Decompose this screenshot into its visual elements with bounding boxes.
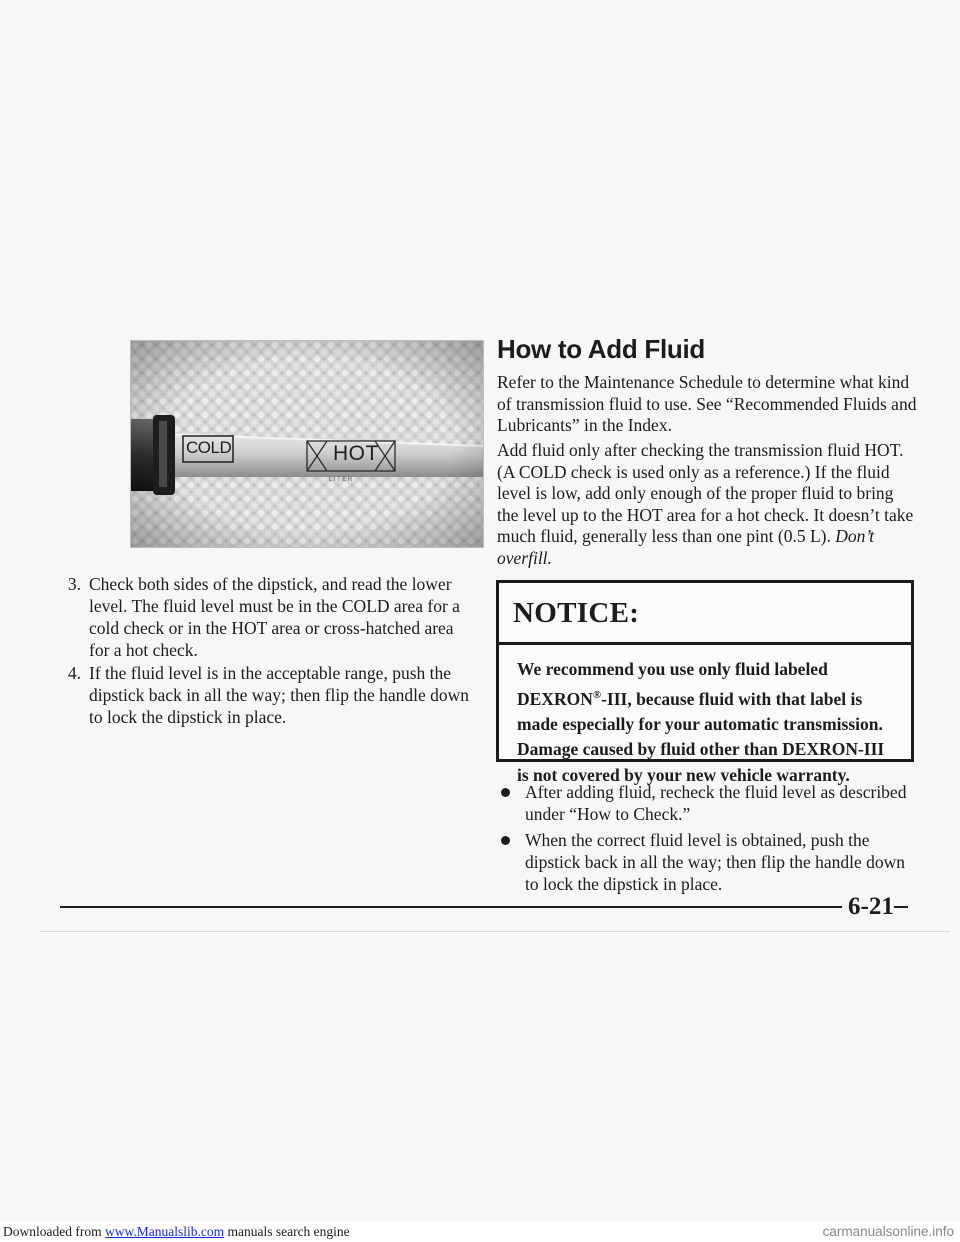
- dexron-brand: DEXRON: [517, 688, 593, 709]
- notice-line: made especially for your automatic transmission.: [517, 713, 883, 734]
- step-text: If the fluid level is in the acceptable range, push the dipstick back in all the way; then flip the handle down to lock the dipstick in place.: [89, 663, 470, 727]
- paragraph-fluid-type: Refer to the Maintenance Schedule to determine what kind of transmission fluid to use. See “Recommended Fluids and Lubricants” in the Index.: [497, 372, 917, 435]
- paragraph-add-fluid-text: Add fluid only after checking the transmission fluid HOT. (A COLD check is used only as a reference.) If the fluid level is low, add only enough of the proper fluid to bring the level up to the HOT area for a hot check. It doesn’t take much fluid, generally less than one pint (0.5 L).: [497, 440, 914, 546]
- bullet-item: [497, 829, 917, 895]
- step-4: [47, 662, 477, 728]
- footer-prefix: Downloaded from: [3, 1224, 102, 1239]
- page-rule: [60, 906, 908, 908]
- registered-mark: ®: [592, 688, 602, 701]
- step-3: [47, 573, 477, 661]
- footer-suffix: manuals search engine: [227, 1224, 350, 1239]
- notice-line: [517, 683, 897, 712]
- notice-line: We recommend you use only fluid labeled: [517, 659, 828, 679]
- dont-overfill-emphasis: Don’t overfill.: [497, 526, 875, 568]
- notice-line-rest: -III, because fluid with that label is: [601, 688, 863, 709]
- step-text: Check both sides of the dipstick, and read the lower level. The fluid level must be in the COLD area for a cold check or in the HOT area or cross-hatched area for a hot check.: [89, 574, 460, 660]
- step-number: 4.: [67, 663, 81, 683]
- bullet-text: After adding fluid, recheck the fluid level as described under “How to Check.”: [525, 782, 907, 824]
- bullet-item: [497, 781, 917, 825]
- footer-watermark: carmanualsonline.info: [822, 1224, 954, 1239]
- footer-download-note: [3, 1221, 350, 1242]
- bullet-text: When the correct fluid level is obtained, push the dipstick back in all the way; then flip the handle down to lock the dipstick in place.: [525, 830, 906, 894]
- cold-label: COLD: [186, 438, 232, 457]
- notice-line: is not covered by your new vehicle warranty.: [517, 764, 850, 785]
- paragraph-add-fluid: [497, 440, 917, 569]
- notice-line: Damage caused by fluid other than DEXRON-III: [517, 739, 885, 760]
- footer-bar: [0, 1221, 960, 1242]
- bullet-dot: [501, 788, 510, 797]
- notice-body: [499, 645, 911, 788]
- step-number: 3.: [67, 574, 81, 594]
- notice-heading: NOTICE:: [499, 583, 911, 645]
- dipstick-photo: [130, 340, 484, 548]
- manualslib-link[interactable]: www.Manualslib.com: [104, 1224, 225, 1239]
- bullet-dot: [501, 836, 510, 845]
- page-number: 6-21: [842, 893, 894, 921]
- hot-label: HOT: [333, 442, 379, 465]
- section-title: How to Add Fluid: [497, 334, 705, 364]
- faint-rule: [40, 931, 950, 932]
- notice-box: [496, 580, 914, 785]
